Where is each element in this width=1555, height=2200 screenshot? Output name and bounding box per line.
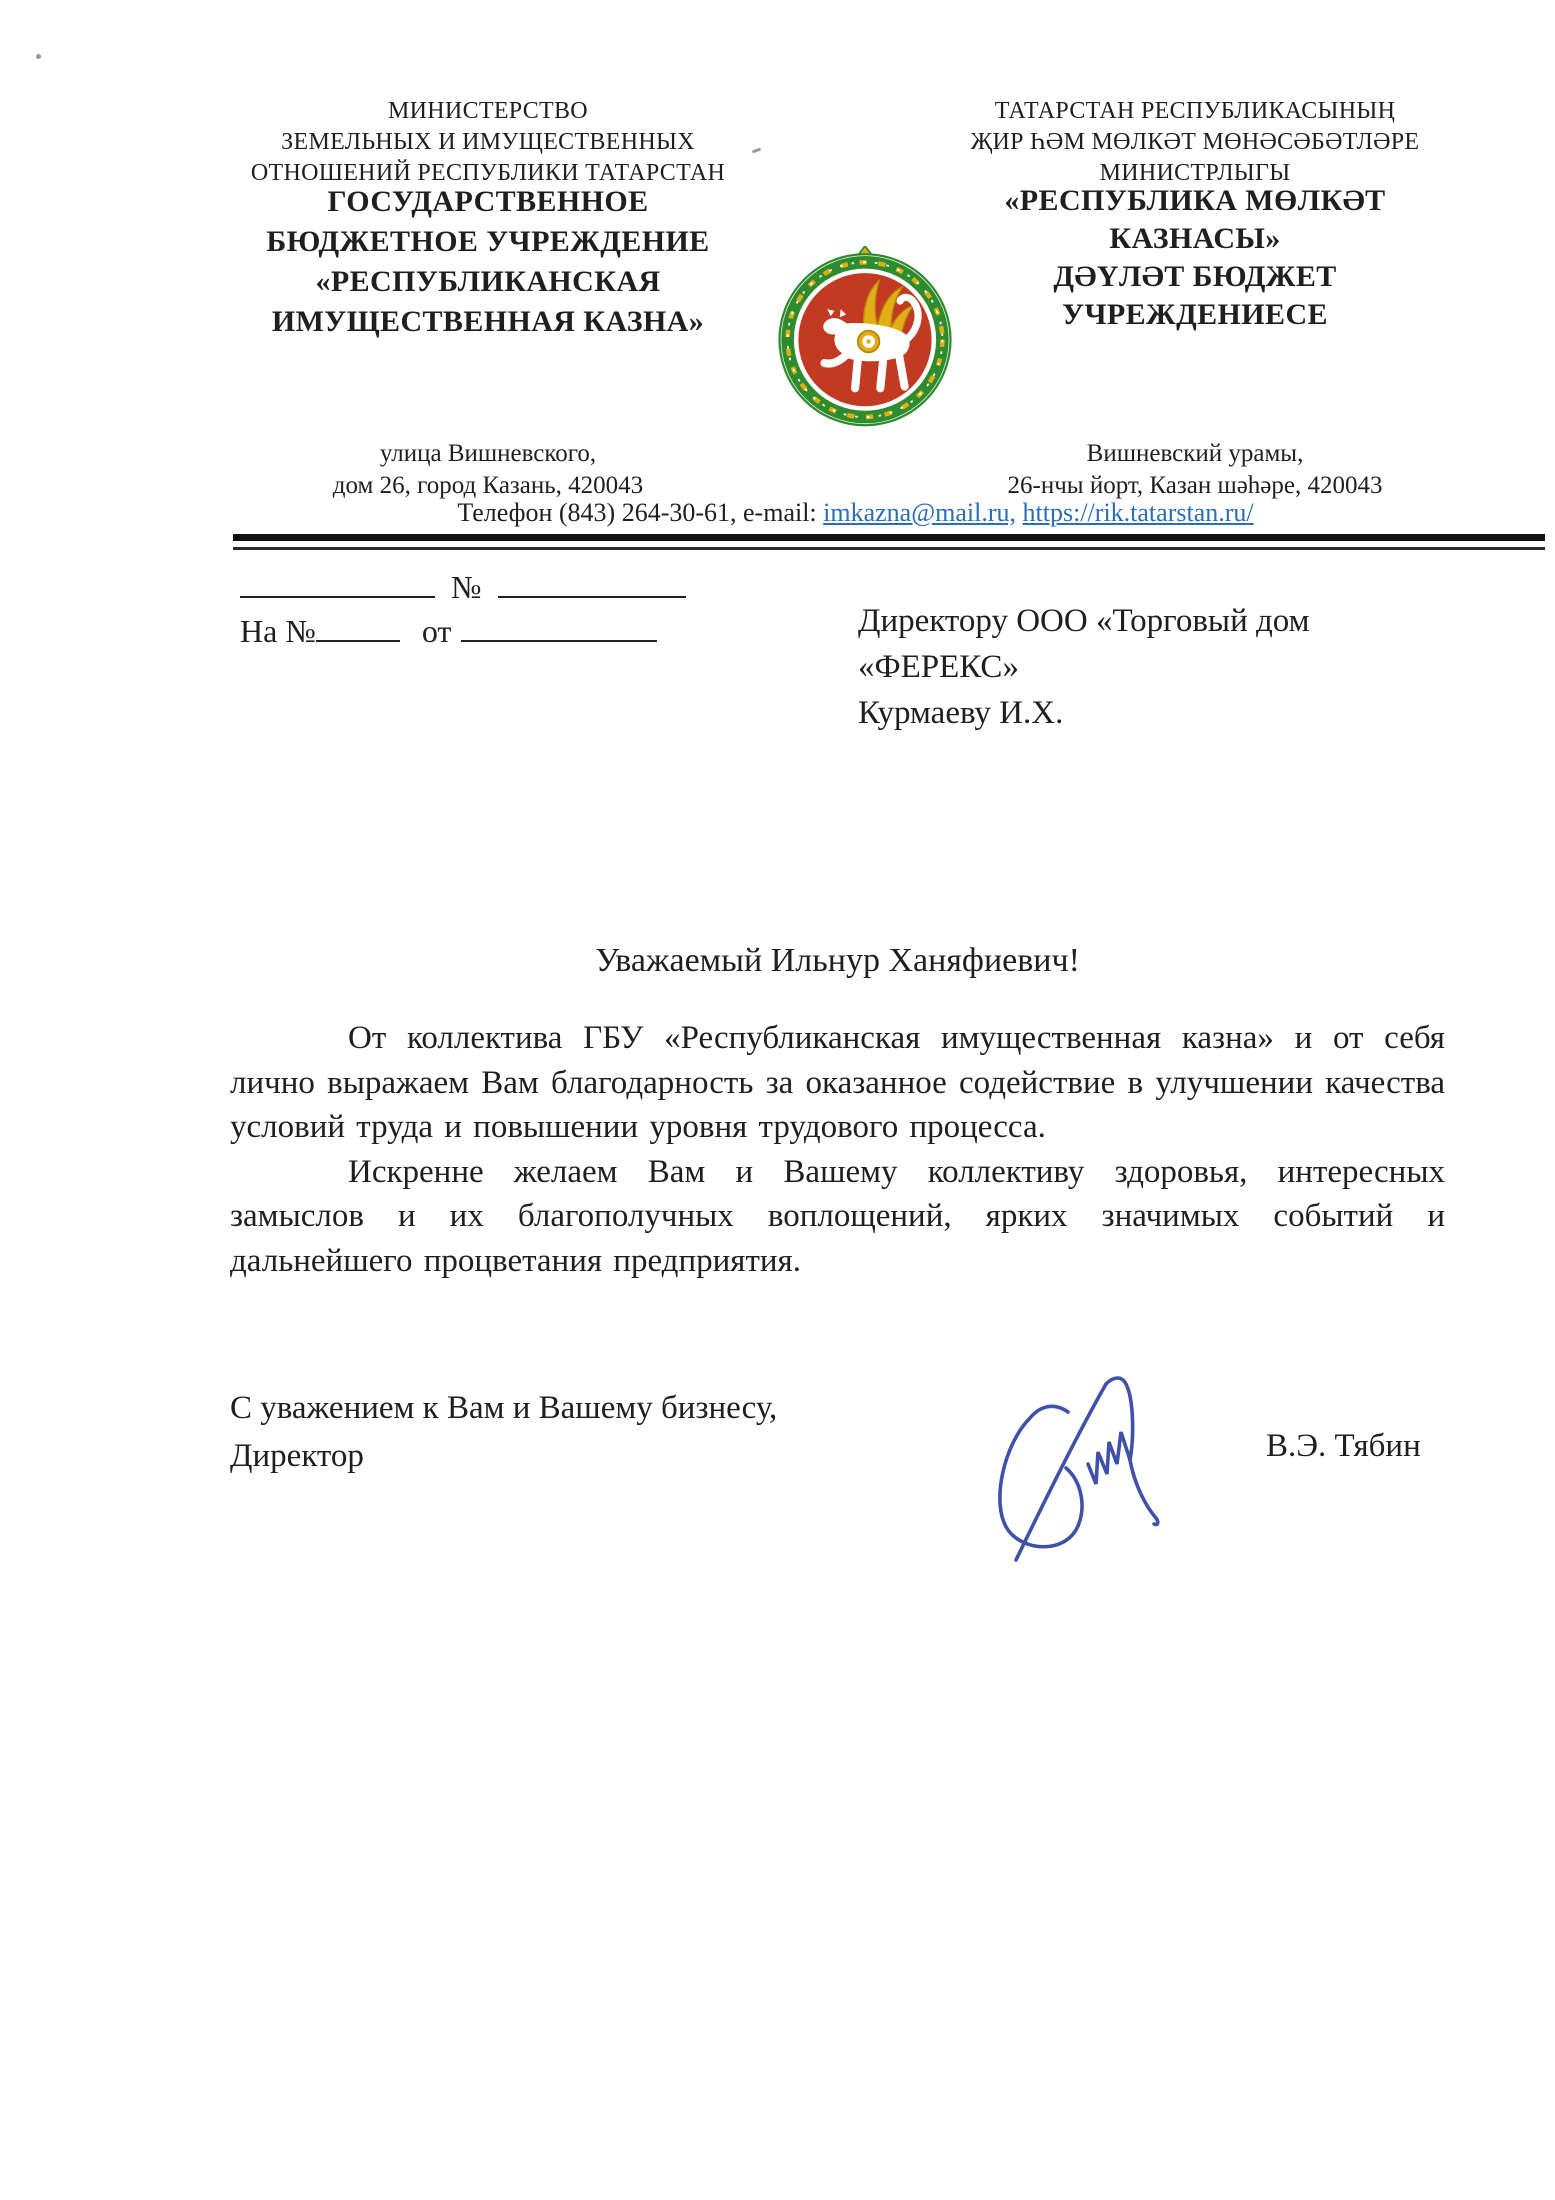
org-ru-line: БЮДЖЕТНОЕ УЧРЕЖДЕНИЕ [266, 225, 710, 258]
reply-number-blank [316, 610, 400, 642]
website-link[interactable]: https://rik.tatarstan.ru/ [1022, 498, 1254, 527]
scan-speck [752, 148, 761, 154]
recipient-line: Директору ООО «Торговый дом [858, 603, 1310, 639]
outgoing-date-blank [240, 566, 435, 598]
address-ru-line: улица Вишневского, [379, 440, 597, 467]
ministry-tt-line: ТАТАРСТАН РЕСПУБЛИКАСЫНЫҢ [994, 98, 1396, 124]
address-tt-line: Вишневский урамы, [1086, 440, 1304, 467]
ministry-tt-line: ҖИР ҺӘМ МӨЛКӘТ МӨНӘСӘБӘТЛӘРЕ [970, 129, 1420, 155]
handwritten-signature [982, 1352, 1187, 1564]
reply-date-blank [461, 610, 657, 642]
salutation: Уважаемый Ильнур Ханяфиевич! [595, 942, 1080, 979]
ministry-tt-line: МИНИСТРЛЫГЫ [1099, 160, 1291, 186]
address-tt [945, 438, 1445, 502]
ministry-ru-line: ЗЕМЕЛЬНЫХ И ИМУЩЕСТВЕННЫХ [281, 129, 695, 155]
signer-name: В.Э. Тябин [1266, 1428, 1421, 1464]
letter-body [230, 1016, 1445, 1283]
address-ru [233, 438, 743, 502]
body-paragraph: От коллектива ГБУ «Республиканская имущественная казна» и от себя лично выражаем Вам благодарность за оказанное содействие в улучшении качества условий труда и повышении уровня трудового процесса. [230, 1020, 1445, 1145]
header-divider-rule [233, 534, 1545, 550]
closing-respect-line: С уважением к Вам и Вашему бизнесу, [230, 1390, 778, 1426]
body-paragraph: Искренне желаем Вам и Вашему коллективу здоровья, интересных замыслов и их благополучных воплощений, ярких значимых событий и дальнейшего процветания предприятия. [230, 1153, 1445, 1279]
ministry-name-tt [945, 96, 1445, 189]
ministry-ru-line: ОТНОШЕНИЙ РЕСПУБЛИКИ ТАТАРСТАН [250, 160, 726, 186]
org-tt-line: ДӘҮЛӘТ БЮДЖЕТ [1053, 260, 1337, 293]
org-ru-line: «РЕСПУБЛИКАНСКАЯ [315, 265, 661, 298]
recipient-line: Курмаеву И.Х. [858, 695, 1064, 731]
org-ru-line: ИМУЩЕСТВЕННАЯ КАЗНА» [271, 305, 705, 338]
phone-label: Телефон (843) 264-30-61, e-mail: [457, 498, 824, 527]
org-tt-line: КАЗНАСЫ» [1109, 222, 1281, 255]
org-tt-line: УЧРЕЖДЕНИЕСЕ [1062, 298, 1328, 331]
from-label: от [421, 613, 452, 649]
recipient-block [858, 598, 1418, 736]
organization-name-tt [945, 182, 1445, 334]
signature-svg [982, 1352, 1187, 1564]
reply-number-row [240, 610, 657, 650]
email-link[interactable]: imkazna@mail.ru, [823, 498, 1017, 527]
reply-prefix: На № [240, 613, 316, 649]
coat-of-arms-svg [775, 246, 955, 428]
address-ru-line: дом 26, город Казань, 420043 [332, 472, 644, 499]
org-ru-line: ГОСУДАРСТВЕННОЕ [327, 185, 649, 218]
recipient-line: «ФЕРЕКС» [858, 649, 1019, 685]
outgoing-number-blank [498, 566, 686, 598]
closing-position-line: Директор [230, 1438, 364, 1474]
scan-speck [36, 54, 41, 59]
contact-line [233, 498, 1478, 528]
tatarstan-emblem-icon [775, 246, 955, 428]
closing-block [230, 1384, 930, 1480]
org-tt-line: «РЕСПУБЛИКА МӨЛКӘТ [1004, 184, 1386, 217]
ministry-ru-line: МИНИСТЕРСТВО [388, 98, 588, 124]
number-sign: № [451, 569, 482, 605]
address-tt-line: 26-нчы йорт, Казан шәһәре, 420043 [1007, 472, 1383, 499]
outgoing-number-row [240, 566, 686, 606]
ministry-name-ru [233, 96, 743, 189]
organization-name-ru [233, 182, 743, 342]
